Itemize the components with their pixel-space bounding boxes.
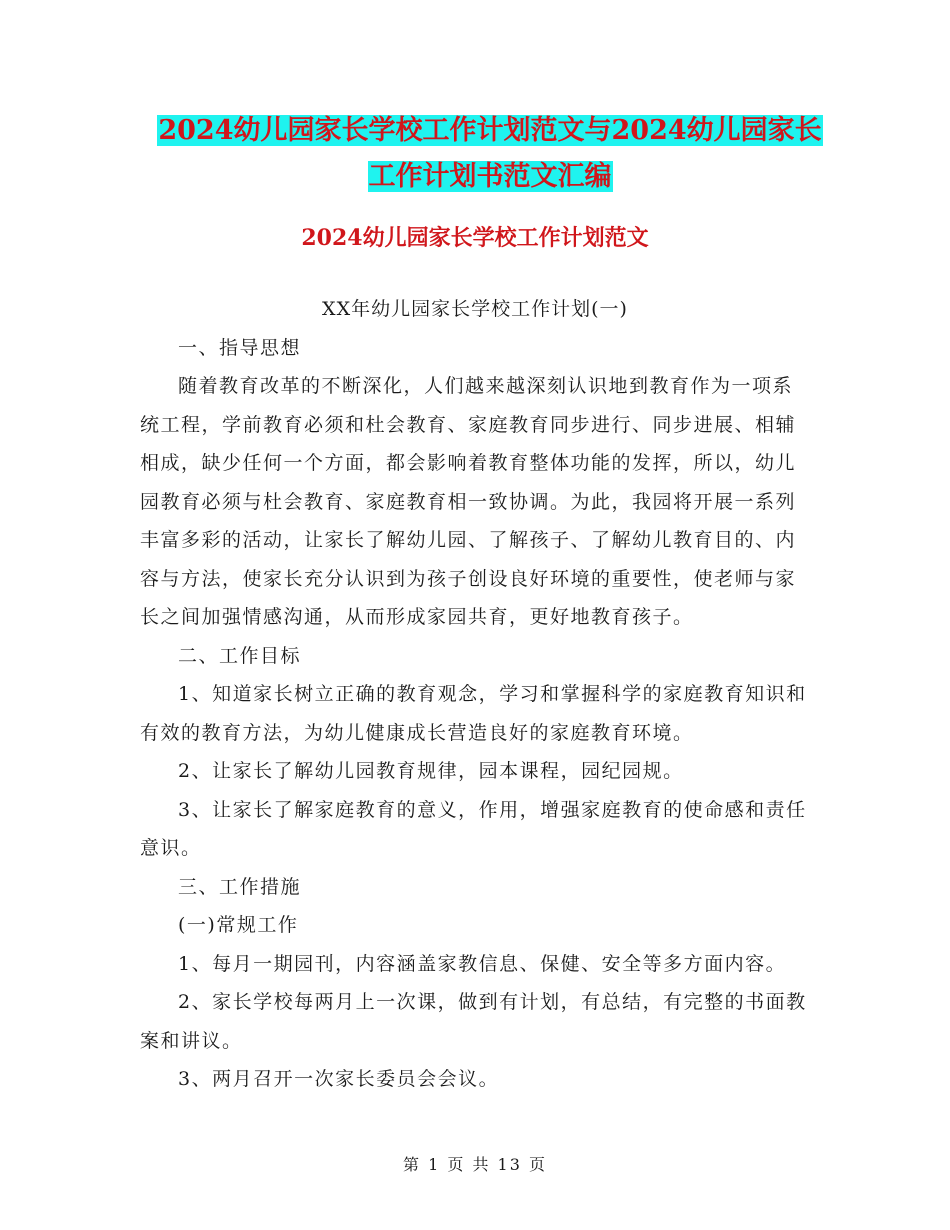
heading-work-goals: 二、工作目标 [178,644,302,667]
page-number-footer: 第 1 页 共 13 页 [403,1155,547,1174]
document-body [140,290,810,1099]
heading-guiding-ideology: 一、指导思想 [178,336,302,359]
document-title-line-2: 工作计划书范文汇编 [368,161,612,192]
measure-item-2: 2、家长学校每两月上一次课，做到有计划，有总结，有完整的书面教案和讲议。 [140,991,807,1052]
section-title: 2024幼儿园家长学校工作计划范文 [301,225,649,251]
goal-item-3: 3、让家长了解家庭教育的意义，作用，增强家庭教育的使命感和责任意识。 [140,798,807,859]
goal-item-2: 2、让家长了解幼儿园教育规律，园本课程，园纪园规。 [178,760,684,782]
plan-subtitle: XX年幼儿园家长学校工作计划(一) [322,298,628,320]
document-title [140,108,840,200]
document-title-line-1: 2024幼儿园家长学校工作计划范文与2024幼儿园家长 [158,115,822,146]
measure-item-3: 3、两月召开一次家长委员会会议。 [178,1068,500,1090]
measure-item-1: 1、每月一期园刊，内容涵盖家教信息、保健、安全等多方面内容。 [178,952,787,975]
goal-item-1: 1、知道家长树立正确的教育观念，学习和掌握科学的家庭教育知识和有效的教育方法，为幼儿健康成长营造良好的家庭教育环境。 [140,683,807,744]
paragraph-guiding-ideology: 随着教育改革的不断深化，人们越来越深刻认识地到教育作为一项系统工程，学前教育必须和杜会教育、家庭教育同步进行、同步进展、相辅相成，缺少任何一个方面，都会影响着教育整体功能的发挥，所以，幼儿园教育必须与杜会教育、家庭教育相一致协调。为此，我园将开展一系列丰富多彩的活动，让家长了解幼儿园、了解孩子、了解幼儿教育目的、内容与方法，使家长充分认识到为孩子创设良好环境的重要性，使老师与家长之间加强情感沟通，从而形成家园共育，更好地教育孩子。 [140,375,797,628]
subheading-routine-work: (一)常规工作 [178,914,299,936]
heading-work-measures: 三、工作措施 [178,875,302,898]
